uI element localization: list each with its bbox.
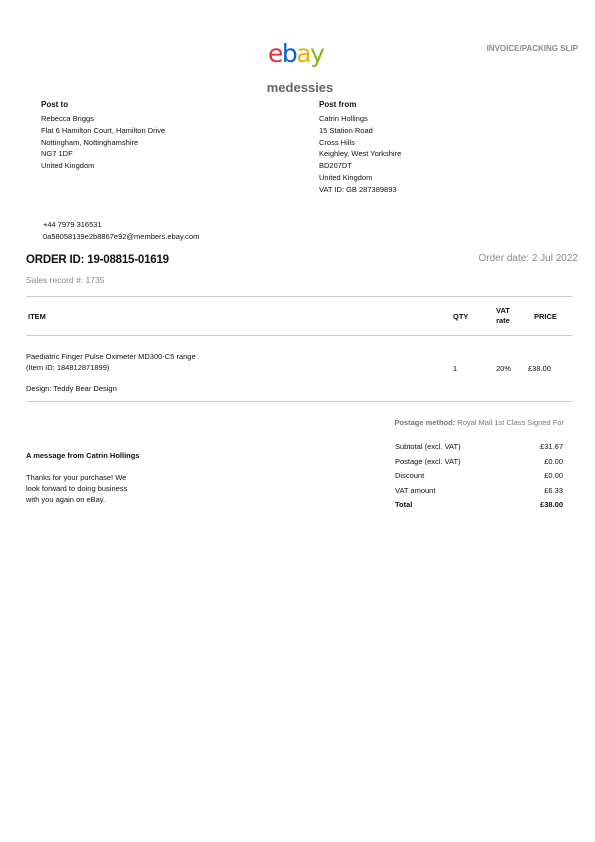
logo-letter-y: y [310,39,324,68]
subtotal-row [395,440,563,455]
vat-header-line: VAT [496,306,510,315]
post-from-block [319,100,401,196]
table-top-rule [26,296,572,297]
item-id: (Item ID: 184812871899) [26,363,110,372]
address-line: BD207DT [319,161,352,171]
logo-letter-b: b [281,39,297,68]
post-from-title: Post from [319,100,357,109]
subtotal-value: £31.67 [540,442,563,451]
post-to-address [41,113,165,172]
seller-message-body [26,472,176,505]
address-line: Cross Hills [319,137,355,147]
post-to-block [41,100,165,172]
address-line: Rebecca Briggs [41,114,94,123]
address-line: United Kingdom [41,161,95,171]
price-column-header: PRICE [534,312,557,321]
item-title: Paediatric Finger Pulse Oximeter MD300-C5 range [26,352,196,361]
table-header-rule [26,335,572,336]
item-qty: 1 [453,364,458,373]
item-column-header: ITEM [28,312,46,321]
postage-method-label: Postage method: [394,418,456,427]
postage-method-value: Royal Mail 1st Class Signed For [457,418,564,427]
post-to-title: Post to [41,100,69,109]
address-line: Keighley, West Yorkshire [319,149,402,159]
logo-letter-a: a [296,39,311,68]
ebay-logo [268,40,323,68]
buyer-phone: +44 7979 316531 [43,220,102,229]
table-row [26,351,196,394]
address-line: NG7 1DF [41,149,73,159]
address-line: Nottingham, Nottinghamshire [41,137,139,147]
table-bottom-rule [26,401,572,402]
total-value: £38.00 [540,500,563,509]
sales-record: Sales record #: 1735 [26,275,105,285]
seller-message-title: A message from Catrin Hollings [26,451,140,460]
address-line: Catrin Hollings [319,114,368,123]
postage-method [300,418,564,427]
discount-value: £0.00 [544,471,563,480]
message-line: Thanks for your purchase! We [26,473,127,482]
totals-summary [395,440,563,513]
vat-id: VAT ID: GB 287389893 [319,184,397,194]
postage-value: £0.00 [544,456,563,466]
postage-label: Postage (excl. VAT) [395,456,461,466]
qty-column-header: QTY [453,312,469,321]
vat-rate-column-header [496,306,510,326]
store-name: medessies [266,80,334,95]
order-date: Order date: 2 Jul 2022 [478,253,578,264]
item-price: £38.00 [528,364,551,373]
total-label: Total [395,500,413,509]
total-row [395,498,563,513]
message-line: with you again on eBay. [26,495,106,504]
discount-row [395,469,563,484]
vat-amount-label: VAT amount [395,485,436,495]
buyer-email: 0a58058139e2b8867e92@members.ebay.com [43,231,200,241]
post-from-address [319,113,401,196]
item-variation: Design: Teddy Bear Design [26,384,117,393]
address-line: 15 Station Road [319,125,373,135]
address-line: Flat 6 Hamilton Court, Hamilton Drive [41,125,166,135]
subtotal-label: Subtotal (excl. VAT) [395,442,461,451]
logo-letter-e: e [268,39,282,68]
buyer-contact [43,219,199,243]
order-id: ORDER ID: 19-08815-01619 [26,254,169,266]
document-type: INVOICE/PACKING SLIP [486,44,578,53]
message-line: look forward to doing business [26,484,128,493]
vat-amount-value: £6.33 [544,485,563,495]
postage-row [395,455,563,470]
address-line: United Kingdom [319,172,373,182]
vat-header-line: rate [496,316,510,325]
item-vat-rate: 20% [496,364,512,373]
vat-amount-row [395,484,563,499]
discount-label: Discount [395,471,425,480]
